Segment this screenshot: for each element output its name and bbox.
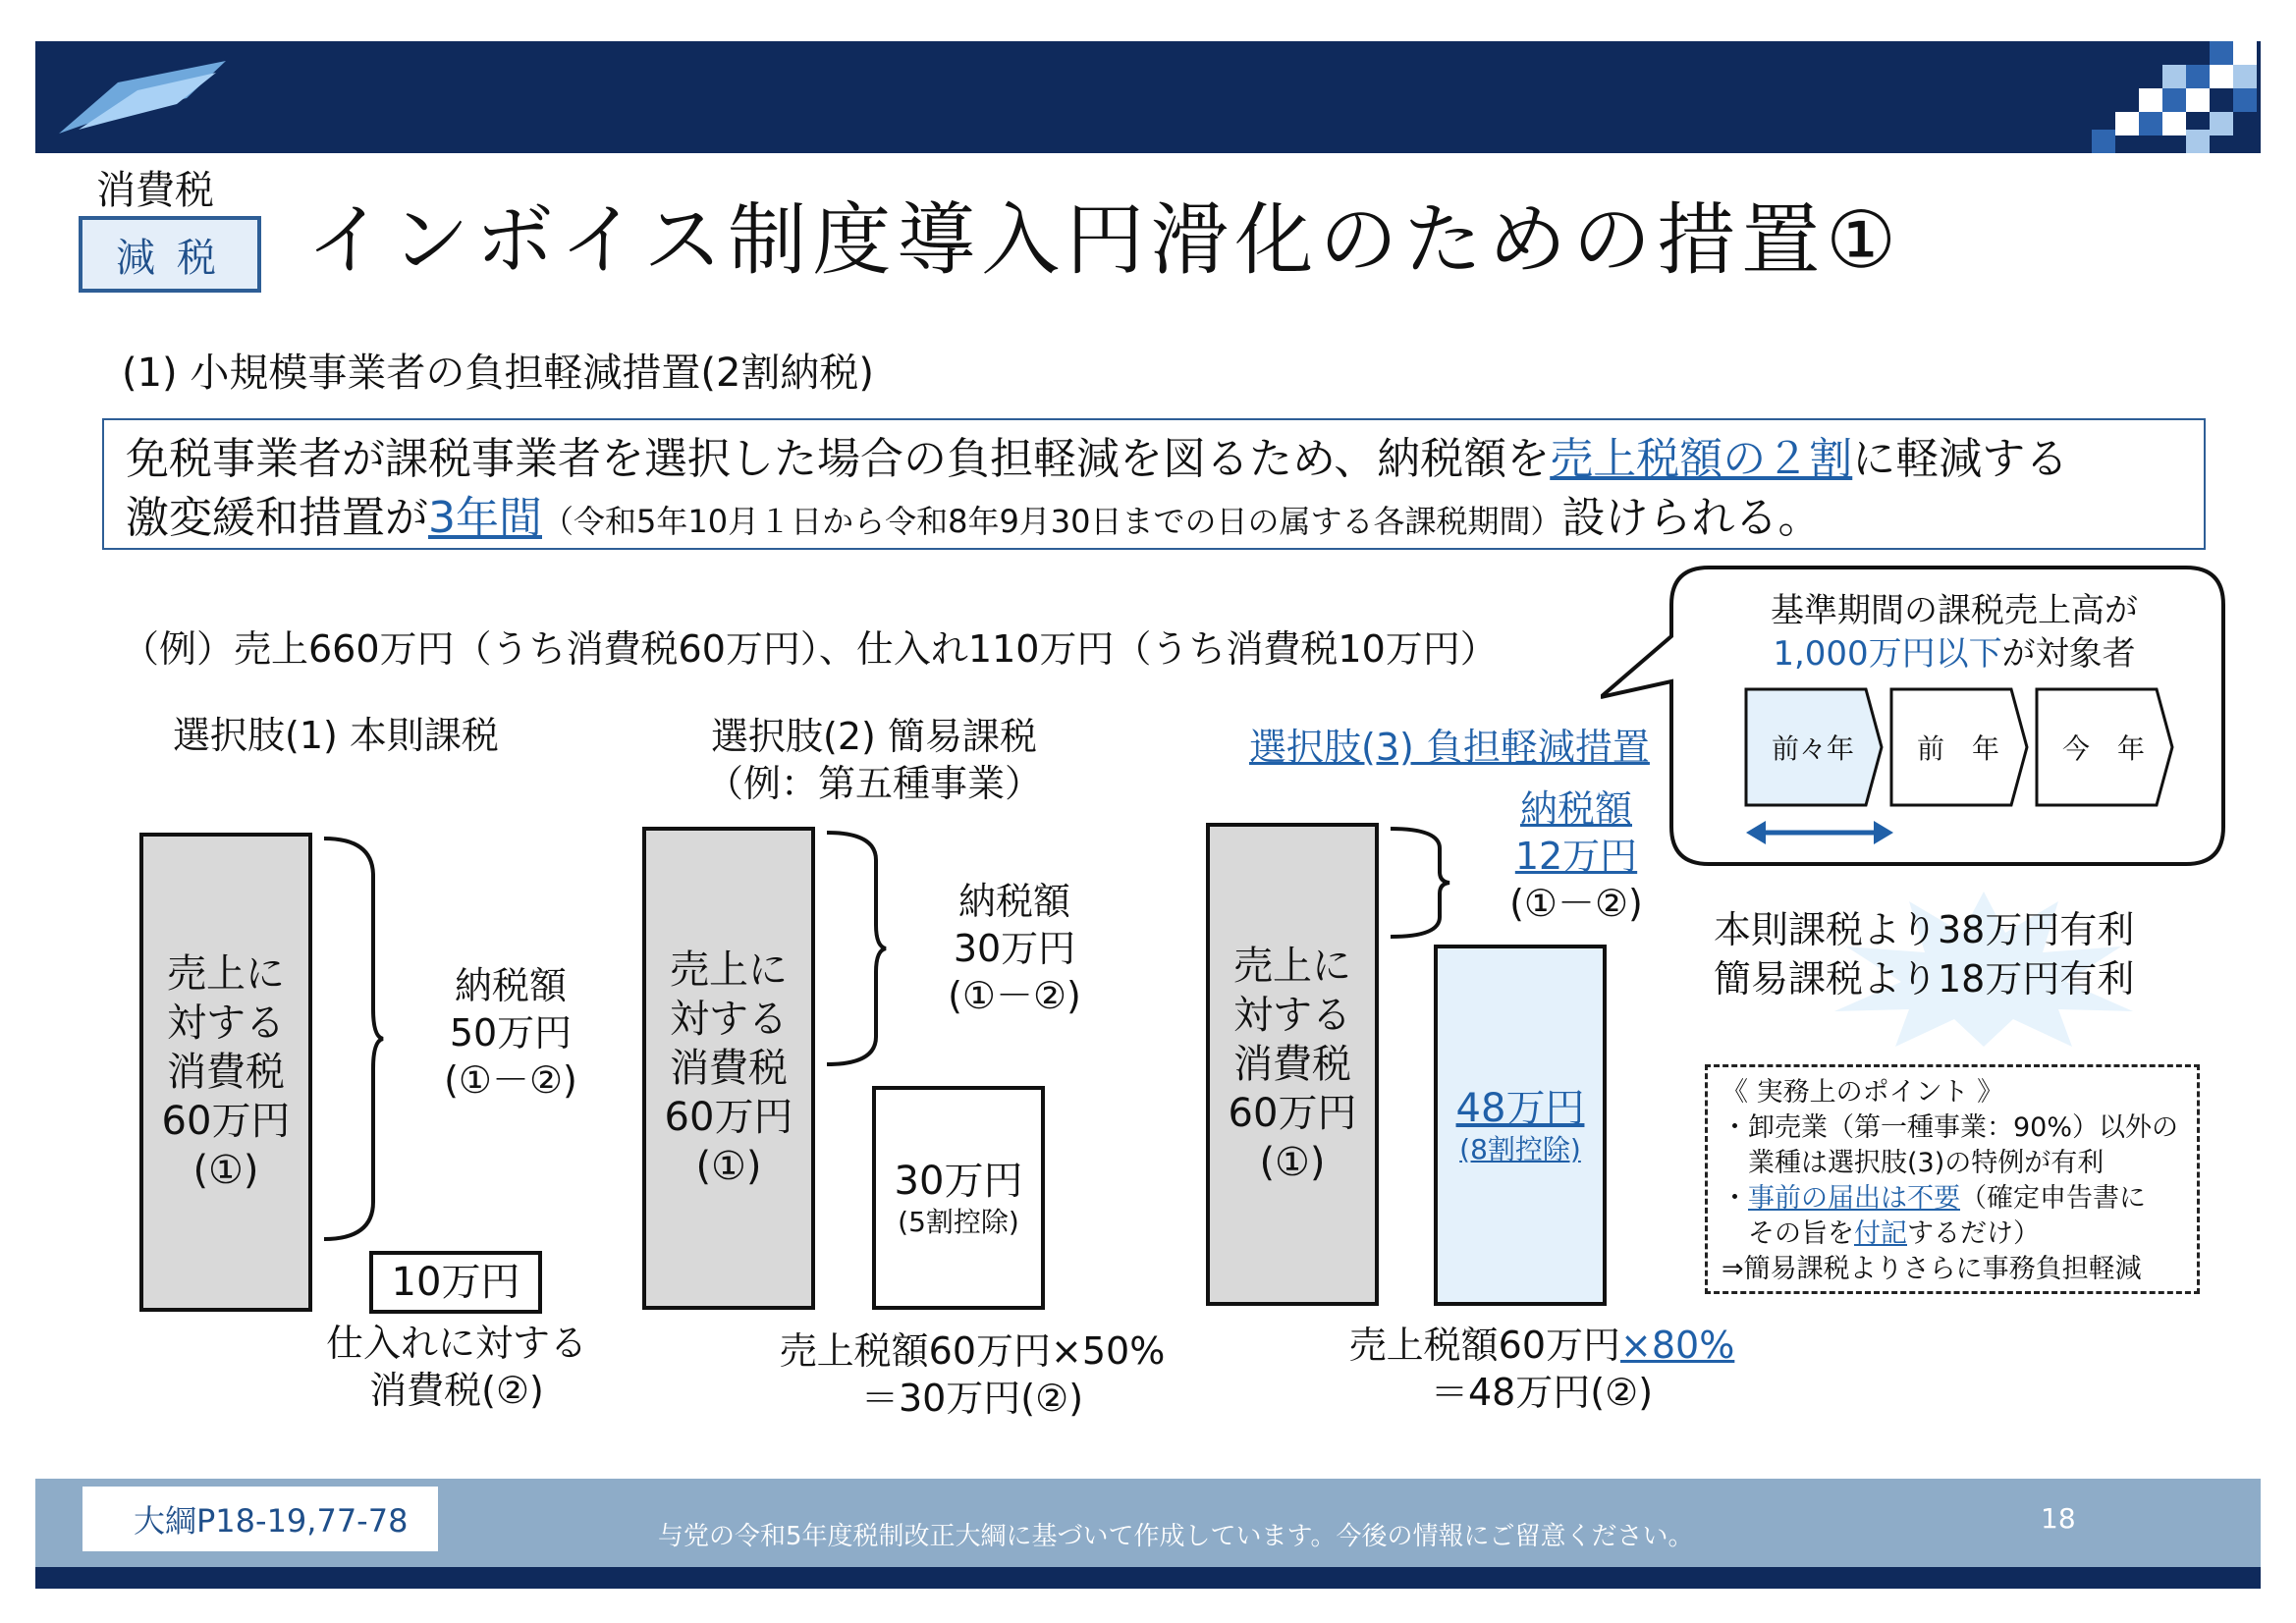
footer-bottom-line [35, 1567, 2261, 1589]
option1-payment-note [403, 962, 619, 1104]
option1-title: 選択肢(1) 本則課税 [173, 714, 499, 757]
bubble-highlight: 1,000万円以下 [1773, 634, 2002, 674]
note-line: 売上税額60万円×50% [779, 1329, 1166, 1373]
option2-brace-icon [825, 831, 888, 1066]
option2-payment-note [911, 878, 1118, 1019]
header-band [35, 41, 2261, 153]
option1-purchase-bar: 10万円 [369, 1251, 542, 1314]
points-line: 業種は選択肢(3)の特例が有利 [1722, 1148, 2105, 1178]
option3-sales-tax-bar [1206, 823, 1379, 1306]
option2-title [678, 713, 1070, 807]
bar-label-line: 消費税 [167, 1050, 285, 1095]
option3-brace-icon [1389, 827, 1451, 939]
category-label: 消費税 [96, 168, 214, 213]
option1-purchase-label [295, 1320, 619, 1414]
points-highlight: 付記 [1854, 1218, 1907, 1249]
advantage-line: 簡易課税より18万円有利 [1714, 957, 2135, 1001]
note-line: 納税額 [454, 964, 567, 1007]
bar-label-note: (5割控除) [898, 1206, 1019, 1238]
footer-note: 与党の令和5年度税制改正大綱に基づいて作成しています。今後の情報にご留意ください。 [658, 1522, 1694, 1551]
note-line: (①－②) [1509, 882, 1643, 925]
summary-line-2 [126, 489, 2182, 551]
note-line: ＝48万円(②) [1430, 1371, 1654, 1414]
bar-label-line: (①) [1259, 1140, 1326, 1185]
logo-icon [59, 61, 226, 134]
bar-label-line: 対する [1233, 993, 1351, 1038]
note-line: (①－②) [948, 974, 1081, 1017]
page-title: インボイス制度導入円滑化のための措置① [306, 194, 1902, 286]
points-highlight: 事前の届出は不要 [1748, 1183, 1960, 1214]
advantage-text [1714, 905, 2134, 1003]
note-line: 選択肢(2) 簡易課税 [711, 715, 1037, 758]
summary-period-note: （令和5年10月１日から令和8年9月30日までの日の属する各課税期間） [542, 503, 1562, 540]
section-subtitle: (1) 小規模事業者の負担軽減措置(2割納税) [122, 351, 875, 396]
points-line: （確定申告書に [1960, 1183, 2146, 1214]
note-line: 50万円 [449, 1011, 573, 1055]
option2-deduction-bar [872, 1086, 1045, 1310]
points-line: ・卸売業（第一種事業：90%）以外の [1722, 1112, 2179, 1143]
bar-label-line: 60万円 [664, 1095, 793, 1140]
bar-label-line: 売上に [1233, 944, 1351, 989]
note-line: (①－②) [444, 1058, 577, 1102]
reference-box: 大綱P18-19,77-78 [82, 1487, 438, 1551]
option1-sales-tax-bar [139, 833, 312, 1312]
bar-label-line: 60万円 [161, 1099, 291, 1144]
page-number: 18 [2041, 1502, 2076, 1535]
bubble-line: 基準期間の課税売上高が [1771, 591, 2138, 630]
double-arrow-icon [1746, 815, 1893, 850]
option1-brace-icon [322, 837, 385, 1241]
bar-label-line: 対する [670, 997, 788, 1042]
practical-points-box [1705, 1064, 2200, 1294]
option2-sales-tax-bar [642, 827, 815, 1310]
summary-text: 激変緩和措置が [126, 493, 428, 543]
summary-text: 設けられる。 [1561, 493, 1822, 543]
summary-line-1 [126, 430, 2182, 489]
note-line: 納税額 [957, 880, 1070, 923]
summary-highlight: 売上税額の２割 [1550, 434, 1853, 484]
note-line: 売上税額60万円 [1348, 1324, 1621, 1367]
summary-highlight: 3年間 [428, 493, 542, 543]
points-line: ⇒簡易課税よりさらに事務負担軽減 [1722, 1254, 2142, 1284]
example-text: （例）売上660万円（うち消費税60万円）、仕入れ110万円（うち消費税10万円） [122, 627, 1498, 671]
checker-pattern-icon [2052, 41, 2269, 153]
points-line: するだけ） [1907, 1218, 2040, 1249]
points-line: その旨を [1722, 1218, 1854, 1249]
summary-text: 免税事業者が課税事業者を選択した場合の負担軽減を図るため、納税額を [126, 434, 1551, 484]
calc-rate-highlight: ×80% [1620, 1324, 1735, 1367]
bar-label-line: 消費税 [1233, 1042, 1351, 1087]
advantage-line: 本則課税より38万円有利 [1714, 908, 2135, 951]
bubble-text [1748, 589, 2160, 676]
bar-label-line: 30万円 [894, 1159, 1023, 1204]
note-line: 12万円 [1514, 835, 1638, 878]
note-line: 仕入れに対する [325, 1322, 587, 1365]
period-before-last: 前々年 [1771, 732, 1854, 765]
note-line: （例：第五種事業） [705, 762, 1042, 805]
bar-label-note: (8割控除) [1459, 1133, 1581, 1165]
bar-label-line: 消費税 [670, 1046, 788, 1091]
tax-cut-badge: 減税 [79, 216, 261, 293]
note-line: 納税額 [1519, 787, 1632, 831]
points-line: ・ [1722, 1183, 1748, 1214]
note-line: ＝30万円(②) [860, 1377, 1084, 1420]
period-last-year: 前 年 [1916, 732, 1999, 765]
option3-deduction-bar [1434, 945, 1607, 1306]
points-heading: 《 実務上のポイント 》 [1722, 1077, 2004, 1108]
bar-label-line: 48万円 [1455, 1086, 1585, 1131]
summary-text: に軽減する [1852, 434, 2069, 484]
bubble-line: が対象者 [2001, 634, 2136, 674]
bar-label-line: 売上に [167, 951, 285, 997]
period-this-year: 今 年 [2061, 732, 2145, 765]
summary-box [102, 418, 2206, 550]
bar-label-line: (①) [695, 1144, 762, 1189]
option3-title: 選択肢(3) 負担軽減措置 [1249, 726, 1650, 769]
bar-label-line: 対する [167, 1001, 285, 1046]
note-line: 消費税(②) [369, 1369, 544, 1412]
bar-label-line: 60万円 [1228, 1091, 1357, 1136]
option2-calculation [746, 1327, 1198, 1422]
option3-calculation [1316, 1322, 1768, 1416]
bar-label-line: 売上に [670, 947, 788, 993]
bar-label-line: (①) [192, 1148, 259, 1193]
note-line: 30万円 [953, 927, 1076, 970]
